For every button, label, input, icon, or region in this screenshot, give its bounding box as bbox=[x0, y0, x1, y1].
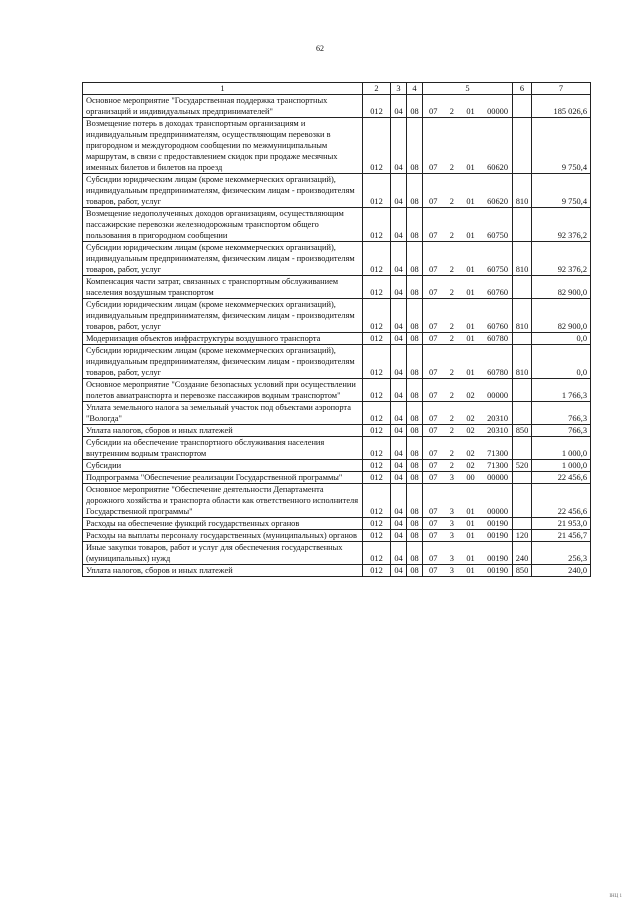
table-row bbox=[83, 530, 591, 542]
target-article-part: 01 bbox=[466, 288, 475, 297]
target-article-part: 00000 bbox=[487, 107, 508, 116]
target-article-part: 07 bbox=[429, 322, 438, 331]
header-col-6: 6 bbox=[513, 83, 532, 95]
row-expense-type bbox=[513, 118, 532, 174]
row-adm-code: 012 bbox=[363, 276, 391, 299]
row-expense-type bbox=[513, 95, 532, 118]
target-article-part: 60620 bbox=[487, 163, 508, 172]
row-subsection-code: 08 bbox=[407, 333, 423, 345]
target-article-parts bbox=[423, 367, 512, 378]
target-article-parts bbox=[423, 333, 512, 344]
target-article-parts bbox=[423, 230, 512, 241]
row-expense-type bbox=[513, 518, 532, 530]
target-article-part: 01 bbox=[466, 231, 475, 240]
target-article-part: 07 bbox=[429, 461, 438, 470]
row-target-article bbox=[423, 530, 513, 542]
row-expense-type bbox=[513, 472, 532, 484]
row-name: Основное мероприятие "Государственная поддержка транспортных организаций и индивидуальных предпринимателей" bbox=[83, 95, 363, 118]
row-target-article bbox=[423, 345, 513, 379]
target-article-part: 2 bbox=[449, 426, 454, 435]
target-article-part: 01 bbox=[466, 368, 475, 377]
row-expense-type bbox=[513, 333, 532, 345]
row-amount: 21 953,0 bbox=[532, 518, 591, 530]
target-article-part: 01 bbox=[466, 566, 475, 575]
target-article-parts bbox=[423, 553, 512, 564]
target-article-parts bbox=[423, 425, 512, 436]
row-expense-type bbox=[513, 379, 532, 402]
target-article-part: 71300 bbox=[487, 461, 508, 470]
target-article-part: 02 bbox=[466, 426, 475, 435]
table-row bbox=[83, 472, 591, 484]
target-article-part: 60760 bbox=[487, 322, 508, 331]
row-amount: 256,3 bbox=[532, 542, 591, 565]
row-amount: 21 456,7 bbox=[532, 530, 591, 542]
target-article-part: 2 bbox=[449, 368, 454, 377]
row-name: Расходы на обеспечение функций государственных органов bbox=[83, 518, 363, 530]
target-article-parts bbox=[423, 460, 512, 471]
target-article-part: 01 bbox=[466, 554, 475, 563]
row-subsection-code: 08 bbox=[407, 208, 423, 242]
row-name: Уплата налогов, сборов и иных платежей bbox=[83, 565, 363, 577]
row-adm-code: 012 bbox=[363, 208, 391, 242]
target-article-part: 2 bbox=[449, 322, 454, 331]
target-article-part: 01 bbox=[466, 507, 475, 516]
target-article-part: 01 bbox=[466, 334, 475, 343]
table-row bbox=[83, 118, 591, 174]
row-adm-code: 012 bbox=[363, 333, 391, 345]
row-section-code: 04 bbox=[391, 379, 407, 402]
table-row bbox=[83, 299, 591, 333]
row-subsection-code: 08 bbox=[407, 565, 423, 577]
row-adm-code: 012 bbox=[363, 460, 391, 472]
target-article-part: 01 bbox=[466, 265, 475, 274]
target-article-part: 01 bbox=[466, 197, 475, 206]
target-article-part: 3 bbox=[449, 531, 454, 540]
budget-table bbox=[82, 82, 591, 577]
row-amount: 22 456,6 bbox=[532, 472, 591, 484]
row-section-code: 04 bbox=[391, 518, 407, 530]
target-article-part: 07 bbox=[429, 473, 438, 482]
row-name: Субсидии bbox=[83, 460, 363, 472]
row-section-code: 04 bbox=[391, 174, 407, 208]
footer-mark: ІНЦ 1 bbox=[609, 894, 622, 899]
target-article-part: 07 bbox=[429, 554, 438, 563]
row-amount: 1 766,3 bbox=[532, 379, 591, 402]
row-amount: 0,0 bbox=[532, 333, 591, 345]
row-subsection-code: 08 bbox=[407, 174, 423, 208]
target-article-part: 00190 bbox=[487, 519, 508, 528]
row-subsection-code: 08 bbox=[407, 345, 423, 379]
row-expense-type bbox=[513, 276, 532, 299]
row-adm-code: 012 bbox=[363, 472, 391, 484]
row-expense-type: 850 bbox=[513, 425, 532, 437]
row-amount: 82 900,0 bbox=[532, 299, 591, 333]
row-target-article bbox=[423, 276, 513, 299]
header-col-1: 1 bbox=[83, 83, 363, 95]
row-expense-type: 810 bbox=[513, 174, 532, 208]
row-subsection-code: 08 bbox=[407, 484, 423, 518]
header-col-3: 3 bbox=[391, 83, 407, 95]
row-name: Уплата земельного налога за земельный участок под объектами аэропорта "Вологда" bbox=[83, 402, 363, 425]
row-subsection-code: 08 bbox=[407, 379, 423, 402]
row-section-code: 04 bbox=[391, 95, 407, 118]
target-article-parts bbox=[423, 413, 512, 424]
table-row bbox=[83, 437, 591, 460]
target-article-part: 07 bbox=[429, 334, 438, 343]
target-article-parts bbox=[423, 162, 512, 173]
row-expense-type: 120 bbox=[513, 530, 532, 542]
row-adm-code: 012 bbox=[363, 425, 391, 437]
row-amount: 9 750,4 bbox=[532, 118, 591, 174]
row-target-article bbox=[423, 472, 513, 484]
row-section-code: 04 bbox=[391, 333, 407, 345]
target-article-part: 3 bbox=[449, 554, 454, 563]
table-row bbox=[83, 95, 591, 118]
target-article-part: 07 bbox=[429, 231, 438, 240]
target-article-parts bbox=[423, 390, 512, 401]
row-section-code: 04 bbox=[391, 484, 407, 518]
row-adm-code: 012 bbox=[363, 542, 391, 565]
target-article-part: 3 bbox=[449, 519, 454, 528]
row-amount: 82 900,0 bbox=[532, 276, 591, 299]
row-target-article bbox=[423, 437, 513, 460]
row-amount: 0,0 bbox=[532, 345, 591, 379]
row-section-code: 04 bbox=[391, 299, 407, 333]
header-col-4: 4 bbox=[407, 83, 423, 95]
target-article-parts bbox=[423, 448, 512, 459]
row-name: Подпрограмма "Обеспечение реализации Государственной программы" bbox=[83, 472, 363, 484]
row-subsection-code: 08 bbox=[407, 518, 423, 530]
target-article-part: 2 bbox=[449, 107, 454, 116]
target-article-parts bbox=[423, 264, 512, 275]
target-article-part: 00000 bbox=[487, 391, 508, 400]
row-amount: 185 026,6 bbox=[532, 95, 591, 118]
row-amount: 1 000,0 bbox=[532, 437, 591, 460]
row-section-code: 04 bbox=[391, 276, 407, 299]
row-target-article bbox=[423, 174, 513, 208]
target-article-part: 60750 bbox=[487, 265, 508, 274]
row-subsection-code: 08 bbox=[407, 542, 423, 565]
target-article-part: 07 bbox=[429, 197, 438, 206]
table-row bbox=[83, 425, 591, 437]
target-article-parts bbox=[423, 518, 512, 529]
target-article-part: 2 bbox=[449, 231, 454, 240]
row-target-article bbox=[423, 95, 513, 118]
table-row bbox=[83, 174, 591, 208]
row-name: Основное мероприятие "Обеспечение деятельности Департамента дорожного хозяйства и транспорта области как ответственного исполнителя Государственной программы" bbox=[83, 484, 363, 518]
target-article-part: 07 bbox=[429, 414, 438, 423]
row-expense-type: 810 bbox=[513, 345, 532, 379]
table-body bbox=[83, 95, 591, 577]
target-article-part: 07 bbox=[429, 531, 438, 540]
target-article-parts bbox=[423, 106, 512, 117]
target-article-part: 07 bbox=[429, 265, 438, 274]
page-number: 62 bbox=[316, 44, 324, 53]
row-section-code: 04 bbox=[391, 118, 407, 174]
row-name: Модернизация объектов инфраструктуры воздушного транспорта bbox=[83, 333, 363, 345]
row-name: Субсидии юридическим лицам (кроме некоммерческих организаций), индивидуальным предпринимателям, физическим лицам - производителям товаров, работ, услуг bbox=[83, 242, 363, 276]
target-article-part: 01 bbox=[466, 322, 475, 331]
row-section-code: 04 bbox=[391, 460, 407, 472]
table-row bbox=[83, 345, 591, 379]
row-target-article bbox=[423, 333, 513, 345]
row-target-article bbox=[423, 460, 513, 472]
row-subsection-code: 08 bbox=[407, 425, 423, 437]
target-article-part: 60620 bbox=[487, 197, 508, 206]
target-article-part: 2 bbox=[449, 449, 454, 458]
target-article-part: 20310 bbox=[487, 414, 508, 423]
row-target-article bbox=[423, 208, 513, 242]
target-article-parts bbox=[423, 565, 512, 576]
target-article-part: 60750 bbox=[487, 231, 508, 240]
target-article-parts bbox=[423, 472, 512, 483]
row-adm-code: 012 bbox=[363, 118, 391, 174]
row-adm-code: 012 bbox=[363, 299, 391, 333]
row-name: Иные закупки товаров, работ и услуг для обеспечения государственных (муниципальных) нужд bbox=[83, 542, 363, 565]
target-article-parts bbox=[423, 530, 512, 541]
row-amount: 766,3 bbox=[532, 425, 591, 437]
target-article-part: 2 bbox=[449, 461, 454, 470]
row-name: Субсидии юридическим лицам (кроме некоммерческих организаций), индивидуальным предпринимателям, физическим лицам - производителям товаров, работ, услуг bbox=[83, 299, 363, 333]
header-col-7: 7 bbox=[532, 83, 591, 95]
row-adm-code: 012 bbox=[363, 437, 391, 460]
target-article-part: 07 bbox=[429, 288, 438, 297]
row-amount: 92 376,2 bbox=[532, 242, 591, 276]
row-section-code: 04 bbox=[391, 437, 407, 460]
row-target-article bbox=[423, 542, 513, 565]
target-article-part: 00 bbox=[466, 473, 475, 482]
row-expense-type bbox=[513, 484, 532, 518]
row-name: Расходы на выплаты персоналу государственных (муниципальных) органов bbox=[83, 530, 363, 542]
row-amount: 240,0 bbox=[532, 565, 591, 577]
target-article-part: 3 bbox=[449, 566, 454, 575]
row-section-code: 04 bbox=[391, 345, 407, 379]
target-article-part: 07 bbox=[429, 107, 438, 116]
row-expense-type: 810 bbox=[513, 242, 532, 276]
row-section-code: 04 bbox=[391, 565, 407, 577]
table-row bbox=[83, 333, 591, 345]
row-target-article bbox=[423, 484, 513, 518]
header-col-2: 2 bbox=[363, 83, 391, 95]
target-article-part: 00000 bbox=[487, 507, 508, 516]
row-target-article bbox=[423, 379, 513, 402]
target-article-part: 60780 bbox=[487, 334, 508, 343]
target-article-part: 2 bbox=[449, 163, 454, 172]
row-adm-code: 012 bbox=[363, 174, 391, 208]
row-expense-type: 240 bbox=[513, 542, 532, 565]
row-target-article bbox=[423, 565, 513, 577]
row-target-article bbox=[423, 402, 513, 425]
row-target-article bbox=[423, 425, 513, 437]
row-amount: 92 376,2 bbox=[532, 208, 591, 242]
row-name: Субсидии юридическим лицам (кроме некоммерческих организаций), индивидуальным предпринимателям, физическим лицам - производителям товаров, работ, услуг bbox=[83, 174, 363, 208]
target-article-part: 01 bbox=[466, 531, 475, 540]
target-article-part: 2 bbox=[449, 265, 454, 274]
target-article-part: 07 bbox=[429, 519, 438, 528]
target-article-parts bbox=[423, 196, 512, 207]
row-expense-type: 850 bbox=[513, 565, 532, 577]
table-row bbox=[83, 484, 591, 518]
row-section-code: 04 bbox=[391, 425, 407, 437]
target-article-part: 01 bbox=[466, 519, 475, 528]
row-adm-code: 012 bbox=[363, 402, 391, 425]
row-adm-code: 012 bbox=[363, 379, 391, 402]
row-amount: 22 456,6 bbox=[532, 484, 591, 518]
target-article-parts bbox=[423, 321, 512, 332]
table-row bbox=[83, 379, 591, 402]
table-row bbox=[83, 402, 591, 425]
target-article-part: 3 bbox=[449, 473, 454, 482]
row-amount: 9 750,4 bbox=[532, 174, 591, 208]
table-row bbox=[83, 460, 591, 472]
target-article-part: 01 bbox=[466, 163, 475, 172]
target-article-part: 60760 bbox=[487, 288, 508, 297]
row-adm-code: 012 bbox=[363, 345, 391, 379]
row-adm-code: 012 bbox=[363, 95, 391, 118]
target-article-part: 01 bbox=[466, 107, 475, 116]
row-section-code: 04 bbox=[391, 402, 407, 425]
header-row bbox=[83, 83, 591, 95]
row-name: Компенсация части затрат, связанных с транспортным обслуживанием населения воздушным транспортом bbox=[83, 276, 363, 299]
row-expense-type: 520 bbox=[513, 460, 532, 472]
target-article-part: 07 bbox=[429, 163, 438, 172]
target-article-part: 02 bbox=[466, 461, 475, 470]
target-article-part: 3 bbox=[449, 507, 454, 516]
table-row bbox=[83, 542, 591, 565]
row-name: Субсидии юридическим лицам (кроме некоммерческих организаций), индивидуальным предпринимателям, физическим лицам - производителям товаров, работ, услуг bbox=[83, 345, 363, 379]
target-article-part: 2 bbox=[449, 288, 454, 297]
target-article-part: 07 bbox=[429, 368, 438, 377]
target-article-part: 07 bbox=[429, 426, 438, 435]
table-row bbox=[83, 208, 591, 242]
row-adm-code: 012 bbox=[363, 530, 391, 542]
row-adm-code: 012 bbox=[363, 484, 391, 518]
row-name: Возмещение потерь в доходах транспортным организациям и индивидуальным предпринимателям, осуществляющим перевозки в пригородном и междугородном сообщении по межмуниципальным маршрутам, в связи с предоставлением скидок при продаже месячных именных билетов и билетов на проезд bbox=[83, 118, 363, 174]
row-subsection-code: 08 bbox=[407, 299, 423, 333]
table-row bbox=[83, 565, 591, 577]
row-subsection-code: 08 bbox=[407, 472, 423, 484]
row-expense-type: 810 bbox=[513, 299, 532, 333]
row-subsection-code: 08 bbox=[407, 242, 423, 276]
row-target-article bbox=[423, 299, 513, 333]
target-article-part: 2 bbox=[449, 391, 454, 400]
row-target-article bbox=[423, 242, 513, 276]
row-target-article bbox=[423, 518, 513, 530]
target-article-parts bbox=[423, 506, 512, 517]
target-article-part: 00000 bbox=[487, 473, 508, 482]
table-row bbox=[83, 518, 591, 530]
row-subsection-code: 08 bbox=[407, 437, 423, 460]
row-expense-type bbox=[513, 208, 532, 242]
target-article-part: 2 bbox=[449, 334, 454, 343]
target-article-part: 07 bbox=[429, 566, 438, 575]
row-amount: 766,3 bbox=[532, 402, 591, 425]
target-article-part: 00190 bbox=[487, 554, 508, 563]
target-article-part: 60780 bbox=[487, 368, 508, 377]
row-section-code: 04 bbox=[391, 208, 407, 242]
row-expense-type bbox=[513, 402, 532, 425]
row-section-code: 04 bbox=[391, 542, 407, 565]
target-article-part: 00190 bbox=[487, 566, 508, 575]
row-subsection-code: 08 bbox=[407, 402, 423, 425]
row-adm-code: 012 bbox=[363, 565, 391, 577]
row-subsection-code: 08 bbox=[407, 118, 423, 174]
target-article-part: 20310 bbox=[487, 426, 508, 435]
row-subsection-code: 08 bbox=[407, 530, 423, 542]
target-article-part: 02 bbox=[466, 414, 475, 423]
target-article-part: 2 bbox=[449, 197, 454, 206]
table-row bbox=[83, 242, 591, 276]
target-article-parts bbox=[423, 287, 512, 298]
row-name: Уплата налогов, сборов и иных платежей bbox=[83, 425, 363, 437]
row-adm-code: 012 bbox=[363, 242, 391, 276]
header-col-5: 5 bbox=[423, 83, 513, 95]
row-section-code: 04 bbox=[391, 530, 407, 542]
target-article-part: 2 bbox=[449, 414, 454, 423]
row-subsection-code: 08 bbox=[407, 95, 423, 118]
row-subsection-code: 08 bbox=[407, 460, 423, 472]
target-article-part: 02 bbox=[466, 391, 475, 400]
row-name: Основное мероприятие "Создание безопасных условий при осуществлении полетов авиатранспорта и перевозке пассажиров водным транспортом" bbox=[83, 379, 363, 402]
row-name: Возмещение недополученных доходов организациям, осуществляющим пассажирские перевозки железнодорожным транспортом общего пользования в пригородном сообщении bbox=[83, 208, 363, 242]
target-article-part: 07 bbox=[429, 507, 438, 516]
target-article-part: 02 bbox=[466, 449, 475, 458]
row-adm-code: 012 bbox=[363, 518, 391, 530]
row-expense-type bbox=[513, 437, 532, 460]
row-subsection-code: 08 bbox=[407, 276, 423, 299]
target-article-part: 71300 bbox=[487, 449, 508, 458]
row-section-code: 04 bbox=[391, 242, 407, 276]
row-amount: 1 000,0 bbox=[532, 460, 591, 472]
target-article-part: 07 bbox=[429, 449, 438, 458]
target-article-part: 07 bbox=[429, 391, 438, 400]
target-article-part: 00190 bbox=[487, 531, 508, 540]
table-row bbox=[83, 276, 591, 299]
row-target-article bbox=[423, 118, 513, 174]
row-section-code: 04 bbox=[391, 472, 407, 484]
row-name: Субсидии на обеспечение транспортного обслуживания населения внутренним водным транспортом bbox=[83, 437, 363, 460]
